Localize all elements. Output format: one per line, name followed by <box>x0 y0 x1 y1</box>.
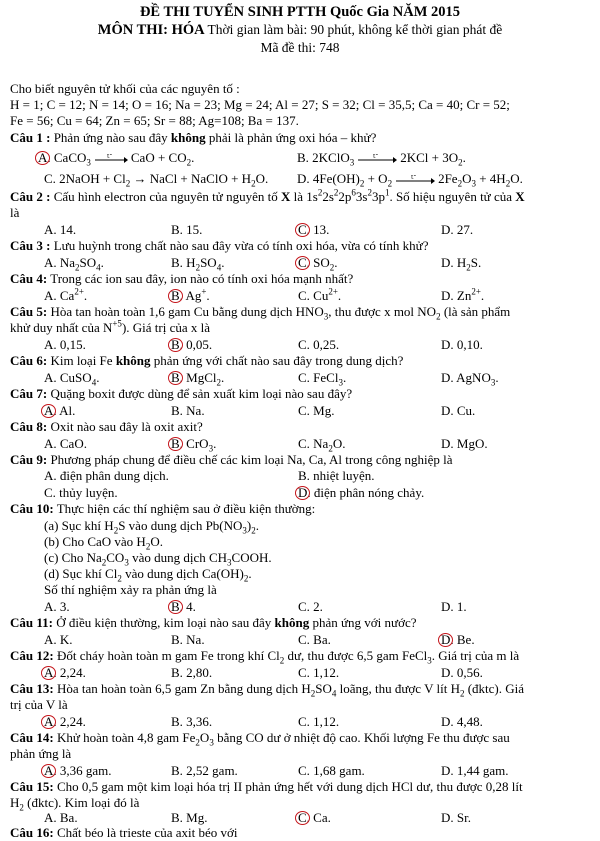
option-a[interactable]: A. 0,15. <box>44 337 86 352</box>
option-c[interactable]: C. Ca. <box>298 811 331 825</box>
option-c[interactable]: C. 13. <box>298 223 329 237</box>
option-c[interactable]: C. 2NaOH + $Cl_2$ → NaCl + NaClO + $H_2O$. <box>44 171 269 189</box>
question-14-cont: phản ứng là <box>10 746 72 761</box>
option-d[interactable]: D. $Zn^{2+}$. <box>441 286 485 303</box>
option-b[interactable]: B. MgCl$_2$. <box>171 371 224 385</box>
question-5-cont: khử duy nhất của $N^{+5}$). Giá trị của x là <box>10 318 211 335</box>
option-b[interactable]: B. 0,05. <box>171 338 212 352</box>
option-a[interactable]: A. 2,24. <box>44 715 86 729</box>
answer-circle-icon <box>168 371 183 385</box>
option-c[interactable]: C. $Na_2O$. <box>298 436 346 454</box>
question-4: Câu 4: Trong các ion sau đây, ion nào có tính oxi hóa mạnh nhất? <box>10 271 354 286</box>
option-d[interactable]: D. 27. <box>441 222 474 237</box>
question-10-ask: Số thí nghiệm xảy ra phản ứng là <box>44 582 217 597</box>
option-a[interactable]: A. $Na_2SO_4$. <box>44 255 104 273</box>
option-a[interactable]: A. K. <box>44 632 73 647</box>
option-d[interactable]: D. Be. <box>441 633 475 647</box>
option-a[interactable]: A. CuSO$_4$. <box>44 370 100 388</box>
question-5: Câu 5: Hòa tan hoàn toàn 1,6 gam Cu bằng dung dịch $HNO_3$, thu được x mol $NO_2$ (là sản phẩm <box>10 304 511 322</box>
answer-circle-icon <box>168 289 183 303</box>
question-12: Câu 12: Đốt cháy hoàn toàn m gam Fe trong khí $Cl_2$ dư, thu được 6,5 gam FeCl$_3$. Giá trị của m là <box>10 648 520 666</box>
option-a[interactable]: A. Ba. <box>44 810 78 825</box>
option-b[interactable]: B. 2,80. <box>171 665 213 680</box>
option-b[interactable]: B. CrO$_3$. <box>171 437 216 451</box>
exam-code: Mã đề thi: 748 <box>260 40 340 55</box>
exam-subject: MÔN THI: HÓA Thời gian làm bài: 90 phút, không kể thời gian phát đề <box>97 22 503 38</box>
atomic-mass-line: Fe = 56; Cu = 64; Zn = 65; Sr = 88; Ag=108; Ba = 137. <box>10 113 299 128</box>
option-d[interactable]: D. $4Fe(OH)_2 + O_2$ t° $2Fe_2O_3 + 4H_2O$. <box>297 171 523 189</box>
question-8: Câu 8: Oxit nào sau đây là oxit axit? <box>10 419 203 434</box>
answer-circle-icon <box>295 486 310 500</box>
exam-title: ĐỀ THI TUYỂN SINH PTTH Quốc Gia NĂM 2015 <box>139 4 461 20</box>
option-d[interactable]: D. AgNO$_3$. <box>441 370 499 388</box>
answer-circle-icon <box>295 811 310 825</box>
option-d[interactable]: D. Cu. <box>441 403 476 418</box>
option-a[interactable]: A. 3,36 gam. <box>44 764 112 778</box>
option-c[interactable]: C. $SO_2$. <box>298 256 338 270</box>
option-d[interactable]: D. 1. <box>441 599 467 614</box>
option-b[interactable]: B. Na. <box>171 632 205 647</box>
option-c[interactable]: C. 1,68 gam. <box>298 763 365 778</box>
option-c[interactable]: C. $Cu^{2+}$. <box>298 286 342 303</box>
option-a[interactable]: A. 14. <box>44 222 77 237</box>
question-16: Câu 16: Chất béo là trieste của axit béo với <box>10 825 238 840</box>
question-6: Câu 6: Kim loại Fe không phản ứng với chất nào sau đây trong dung dịch? <box>10 353 404 368</box>
question-15: Câu 15: Cho 0,5 gam một kim loại hóa trị II phản ứng hết với dung dịch HCl dư, thu được 0,28 lít <box>10 779 523 794</box>
answer-circle-icon <box>35 151 50 165</box>
question-13-cont: trị của V là <box>10 697 68 712</box>
option-b[interactable]: B. 4. <box>171 600 196 614</box>
option-b[interactable]: B. 3,36. <box>171 714 213 729</box>
option-b[interactable]: B. 15. <box>171 222 203 237</box>
option-d[interactable]: D. Sr. <box>441 810 471 825</box>
option-a[interactable]: A. 3. <box>44 599 70 614</box>
reaction-arrow-icon <box>395 175 435 185</box>
question-2: Câu 2 : Cấu hình electron của nguyên tử nguyên tố X là $1s^22s^22p^63s^23p^1$. Số hiệu nguyên tử của X <box>10 187 525 204</box>
question-1: Câu 1 : Phản ứng nào sau đây không phải là phản ứng oxi hóa – khử? <box>10 130 377 145</box>
intro-line: Cho biết nguyên tử khối của các nguyên tố : <box>10 81 240 96</box>
atomic-mass-line: H = 1; C = 12; N = 14; O = 16; Na = 23; Mg = 24; Al = 27; S = 32; Cl = 35,5; Ca = 40; Cr = 52; <box>10 97 510 112</box>
svg-text:t°: t° <box>411 175 417 182</box>
option-c[interactable]: C. 1,12. <box>298 665 340 680</box>
option-d[interactable]: D. MgO. <box>441 436 488 451</box>
option-b[interactable]: B. Ag+. <box>171 289 210 303</box>
option-b[interactable]: B. 2KClO$_3$ t° $2KCl + 3O_2$. <box>297 150 466 168</box>
option-b[interactable]: B. 2,52 gam. <box>171 763 238 778</box>
option-d[interactable]: D. 0,10. <box>441 337 483 352</box>
question-10: Câu 10: Thực hiện các thí nghiệm sau ở điều kiện thường: <box>10 501 316 516</box>
option-c[interactable]: C. 1,12. <box>298 714 340 729</box>
option-d[interactable]: D. 0,56. <box>441 665 483 680</box>
answer-circle-icon <box>41 764 56 778</box>
option-a[interactable]: A. điện phân dung dịch. <box>44 468 169 483</box>
answer-circle-icon <box>295 256 310 270</box>
option-c[interactable]: C. 2. <box>298 599 323 614</box>
answer-circle-icon <box>41 666 56 680</box>
option-b[interactable]: B. nhiệt luyện. <box>298 468 375 483</box>
option-d[interactable]: D. 1,44 gam. <box>441 763 509 778</box>
option-a[interactable]: A. $Ca^{2+}$. <box>44 286 88 303</box>
svg-text:t°: t° <box>373 154 379 161</box>
experiment-b: (b) Cho CaO vào $H_2O$. <box>44 534 163 552</box>
answer-circle-icon <box>168 600 183 614</box>
option-c[interactable]: C. Ba. <box>298 632 331 647</box>
svg-text:t°: t° <box>106 154 113 161</box>
experiment-a: (a) Sục khí $H_2S$ vào dung dịch $Pb(NO_3)_2$. <box>44 518 259 536</box>
reaction-arrow-icon <box>357 154 397 164</box>
question-14: Câu 14: Khử hoàn toàn 4,8 gam $Fe_2O_3$ bằng CO dư ở nhiệt độ cao. Khối lượng Fe thu được sau <box>10 730 510 748</box>
answer-circle-icon <box>168 338 183 352</box>
question-3: Câu 3 : Lưu huỳnh trong chất nào sau đây vừa có tính oxi hóa, vừa có tính khử? <box>10 238 429 253</box>
option-c[interactable]: C. thủy luyện. <box>44 485 118 500</box>
question-7: Câu 7: Quặng boxit được dùng để sản xuất kim loại nào sau đây? <box>10 386 353 401</box>
option-c[interactable]: C. Mg. <box>298 403 335 418</box>
answer-circle-icon <box>295 223 310 237</box>
option-a[interactable]: A. CaCO$_3$ t° CaO + $CO_2$. <box>38 151 194 165</box>
question-2-cont: là <box>10 205 20 220</box>
time-note: Thời gian làm bài: 90 phút, không kể thời gian phát đề <box>207 22 503 37</box>
option-b[interactable]: B. $H_2SO_4$. <box>171 255 225 273</box>
option-c[interactable]: C. 0,25. <box>298 337 340 352</box>
question-9: Câu 9: Phương pháp chung để điều chế các kim loại Na, Ca, Al trong công nghiệp là <box>10 452 453 467</box>
option-c[interactable]: C. FeCl$_3$. <box>298 370 347 388</box>
question-11: Câu 11: Ở điều kiện thường, kim loại nào sau đây không phản ứng với nước? <box>10 615 417 630</box>
answer-circle-icon <box>41 404 56 418</box>
question-13: Câu 13: Hòa tan hoàn toàn 6,5 gam Zn bằng dung dịch $H_2SO_4$ loãng, thu được V lít $H_2$ (đktc). Giá <box>10 681 525 699</box>
option-d[interactable]: D. điện phân nóng chảy. <box>298 486 424 500</box>
option-a[interactable]: A. 2,24. <box>44 666 86 680</box>
reaction-arrow-icon <box>94 154 128 164</box>
option-b[interactable]: B. Na. <box>171 403 205 418</box>
question-15-cont: $H_2$ (đktc). Kim loại đó là <box>10 795 140 813</box>
option-a[interactable]: A. CaO. <box>44 436 87 451</box>
answer-circle-icon <box>41 715 56 729</box>
experiment-c: (c) Cho $Na_2CO_3$ vào dung dịch $CH_3COOH$. <box>44 550 272 568</box>
answer-circle-icon <box>438 633 453 647</box>
option-b[interactable]: B. Mg. <box>171 810 208 825</box>
answer-circle-icon <box>168 437 183 451</box>
option-d[interactable]: D. $H_2S$. <box>441 255 482 273</box>
experiment-d: (d) Sục khí $Cl_2$ vào dung dịch $Ca(OH)_2$. <box>44 566 252 584</box>
option-a[interactable]: A. Al. <box>44 404 75 418</box>
option-d[interactable]: D. 4,48. <box>441 714 483 729</box>
